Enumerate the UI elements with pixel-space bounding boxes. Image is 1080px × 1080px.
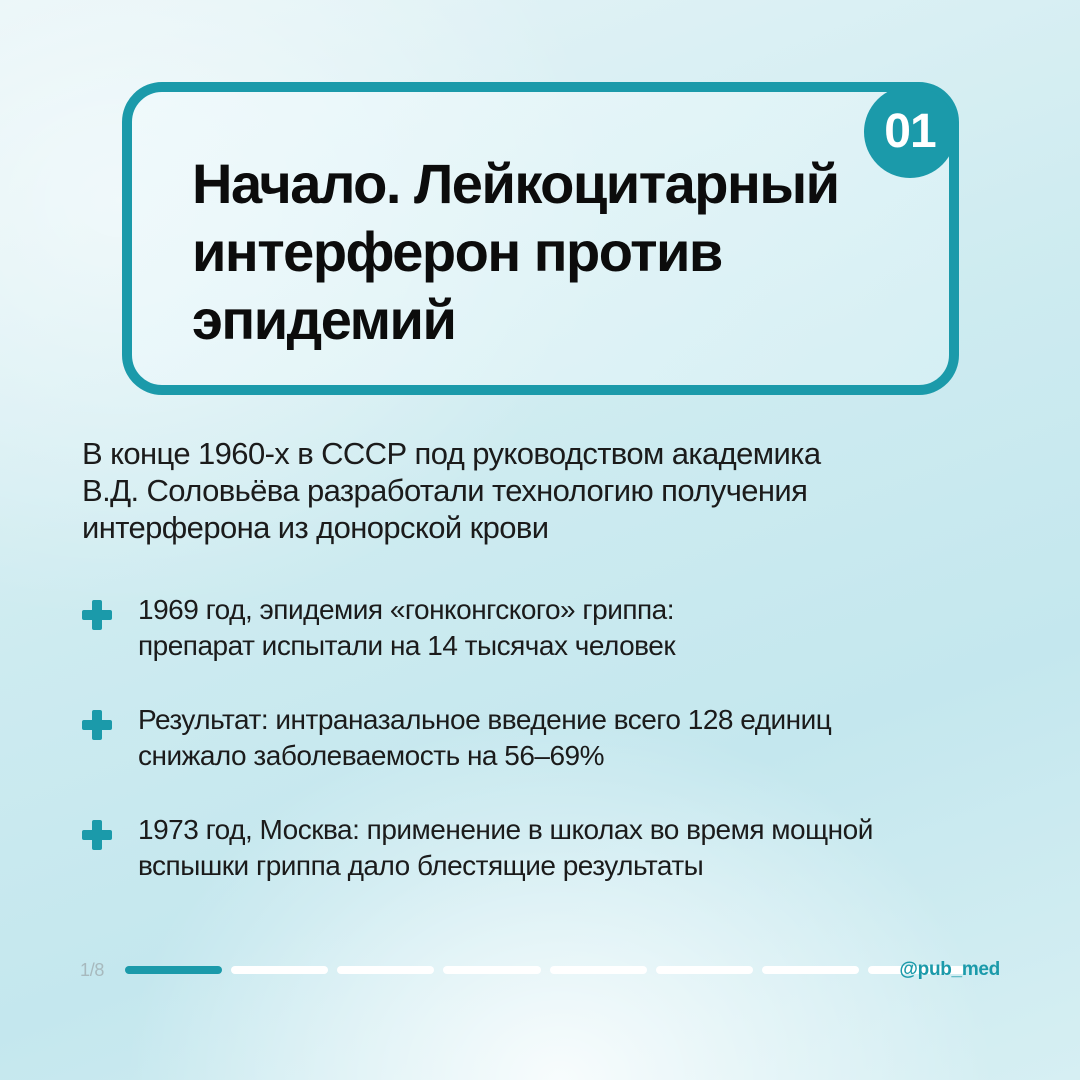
- slide-footer: [80, 958, 1000, 984]
- progress-segment: [656, 966, 753, 974]
- list-item-line: препарат испытали на 14 тысячах человек: [138, 630, 676, 661]
- list-item-line: Результат: интраназальное введение всего 128 единиц: [138, 704, 832, 735]
- fact-list: [80, 592, 1000, 922]
- slide-title-line: интерферон против: [192, 220, 722, 283]
- title-card: [122, 82, 959, 395]
- list-item-line: 1969 год, эпидемия «гонконгского» гриппа:: [138, 594, 675, 625]
- list-item: [80, 592, 1000, 664]
- slide-title: [192, 150, 892, 354]
- intro-line: В конце 1960-х в СССР под руководством академика: [82, 436, 821, 471]
- list-item: [80, 812, 1000, 884]
- list-item-line: снижало заболеваемость на 56–69%: [138, 740, 605, 771]
- intro-line: интерферона из донорской крови: [82, 510, 549, 545]
- plus-icon: [82, 820, 112, 850]
- plus-icon: [82, 710, 112, 740]
- progress-segment: [762, 966, 859, 974]
- list-item-line: вспышки гриппа дало блестящие результаты: [138, 850, 704, 881]
- progress-segment: [231, 966, 328, 974]
- progress-segment: [443, 966, 540, 974]
- list-item: [80, 702, 1000, 774]
- progress-segment: [550, 966, 647, 974]
- slide-number-badge: 01: [864, 86, 956, 178]
- slide-title-line: Начало. Лейкоцитарный: [192, 152, 839, 215]
- plus-icon: [82, 600, 112, 630]
- slide-title-line: эпидемий: [192, 288, 456, 351]
- list-item-line: 1973 год, Москва: применение в школах во время мощной: [138, 814, 873, 845]
- page-counter: 1/8: [80, 960, 105, 980]
- intro-paragraph: [82, 435, 982, 546]
- intro-line: В.Д. Соловьёва разработали технологию получения: [82, 473, 808, 508]
- account-handle[interactable]: @pub_med: [899, 959, 1000, 980]
- progress-segment: [337, 966, 434, 974]
- progress-segment-active: [125, 966, 222, 974]
- slide-progress-bar: [125, 966, 965, 974]
